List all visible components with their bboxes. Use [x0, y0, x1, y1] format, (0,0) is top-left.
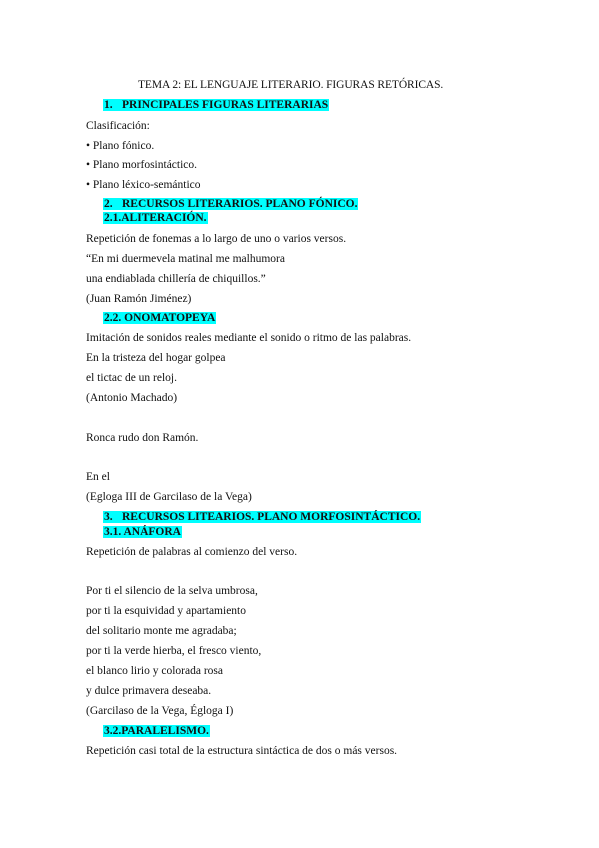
section-label: RECURSOS LITEARIOS. PLANO MORFOSINTÁCTICO.: [122, 511, 421, 523]
section-label: RECURSOS LITERARIOS. PLANO FÓNICO.: [122, 198, 358, 210]
section-1-heading: [103, 98, 329, 112]
verse-line: por ti la esquividad y apartamiento: [86, 605, 246, 617]
verse-line: y dulce primavera deseaba.: [86, 685, 212, 697]
section-3-heading: [103, 510, 421, 524]
verse-line: Ronca rudo don Ramón.: [86, 432, 199, 444]
verse-line: por ti la verde hierba, el fresco viento,: [86, 645, 262, 657]
verse-line: del solitario monte me agradaba;: [86, 625, 237, 637]
verse-line: Por ti el silencio de la selva umbrosa,: [86, 585, 258, 597]
classification-label: Clasificación:: [86, 120, 150, 132]
verse-line: el blanco lirio y colorada rosa: [86, 665, 223, 677]
list-item: • Plano morfosintáctico.: [86, 159, 198, 171]
paragraph: Imitación de sonidos reales mediante el sonido o ritmo de las palabras.: [86, 332, 412, 344]
paragraph: Repetición de fonemas a lo largo de uno o varios versos.: [86, 233, 347, 245]
citation: (Antonio Machado): [86, 392, 178, 404]
section-number: 2.: [104, 198, 113, 210]
section-number: 1.: [104, 99, 113, 111]
subsection-heading: 2.2. ONOMATOPEYA: [104, 312, 216, 324]
verse-line: “En mi duermevela matinal me malhumora: [86, 253, 285, 265]
list-item: • Plano fónico.: [86, 140, 155, 152]
verse-line: En el: [86, 471, 110, 483]
subsection-heading: 3.1. ANÁFORA: [104, 526, 181, 538]
verse-line: el tictac de un reloj.: [86, 372, 178, 384]
paragraph: Repetición casi total de la estructura sintáctica de dos o más versos.: [86, 745, 398, 757]
section-2-heading: [103, 197, 358, 211]
list-item: • Plano léxico-semántico: [86, 179, 201, 191]
section-label: PRINCIPALES FIGURAS LITERARIAS: [122, 99, 329, 111]
section-number: 3.: [104, 511, 113, 523]
verse-line: una endiablada chillería de chiquillos.”: [86, 273, 266, 285]
verse-line: En la tristeza del hogar golpea: [86, 352, 226, 364]
citation: (Garcilaso de la Vega, Égloga I): [86, 705, 234, 717]
citation: (Egloga III de Garcilaso de la Vega): [86, 491, 252, 503]
subsection-heading: 3.2.PARALELISMO.: [104, 725, 209, 737]
page-title: TEMA 2: EL LENGUAJE LITERARIO. FIGURAS RETÓRICAS.: [138, 79, 444, 91]
citation: (Juan Ramón Jiménez): [86, 293, 192, 305]
paragraph: Repetición de palabras al comienzo del verso.: [86, 546, 298, 558]
subsection-heading: 2.1.ALITERACIÓN.: [104, 212, 207, 224]
